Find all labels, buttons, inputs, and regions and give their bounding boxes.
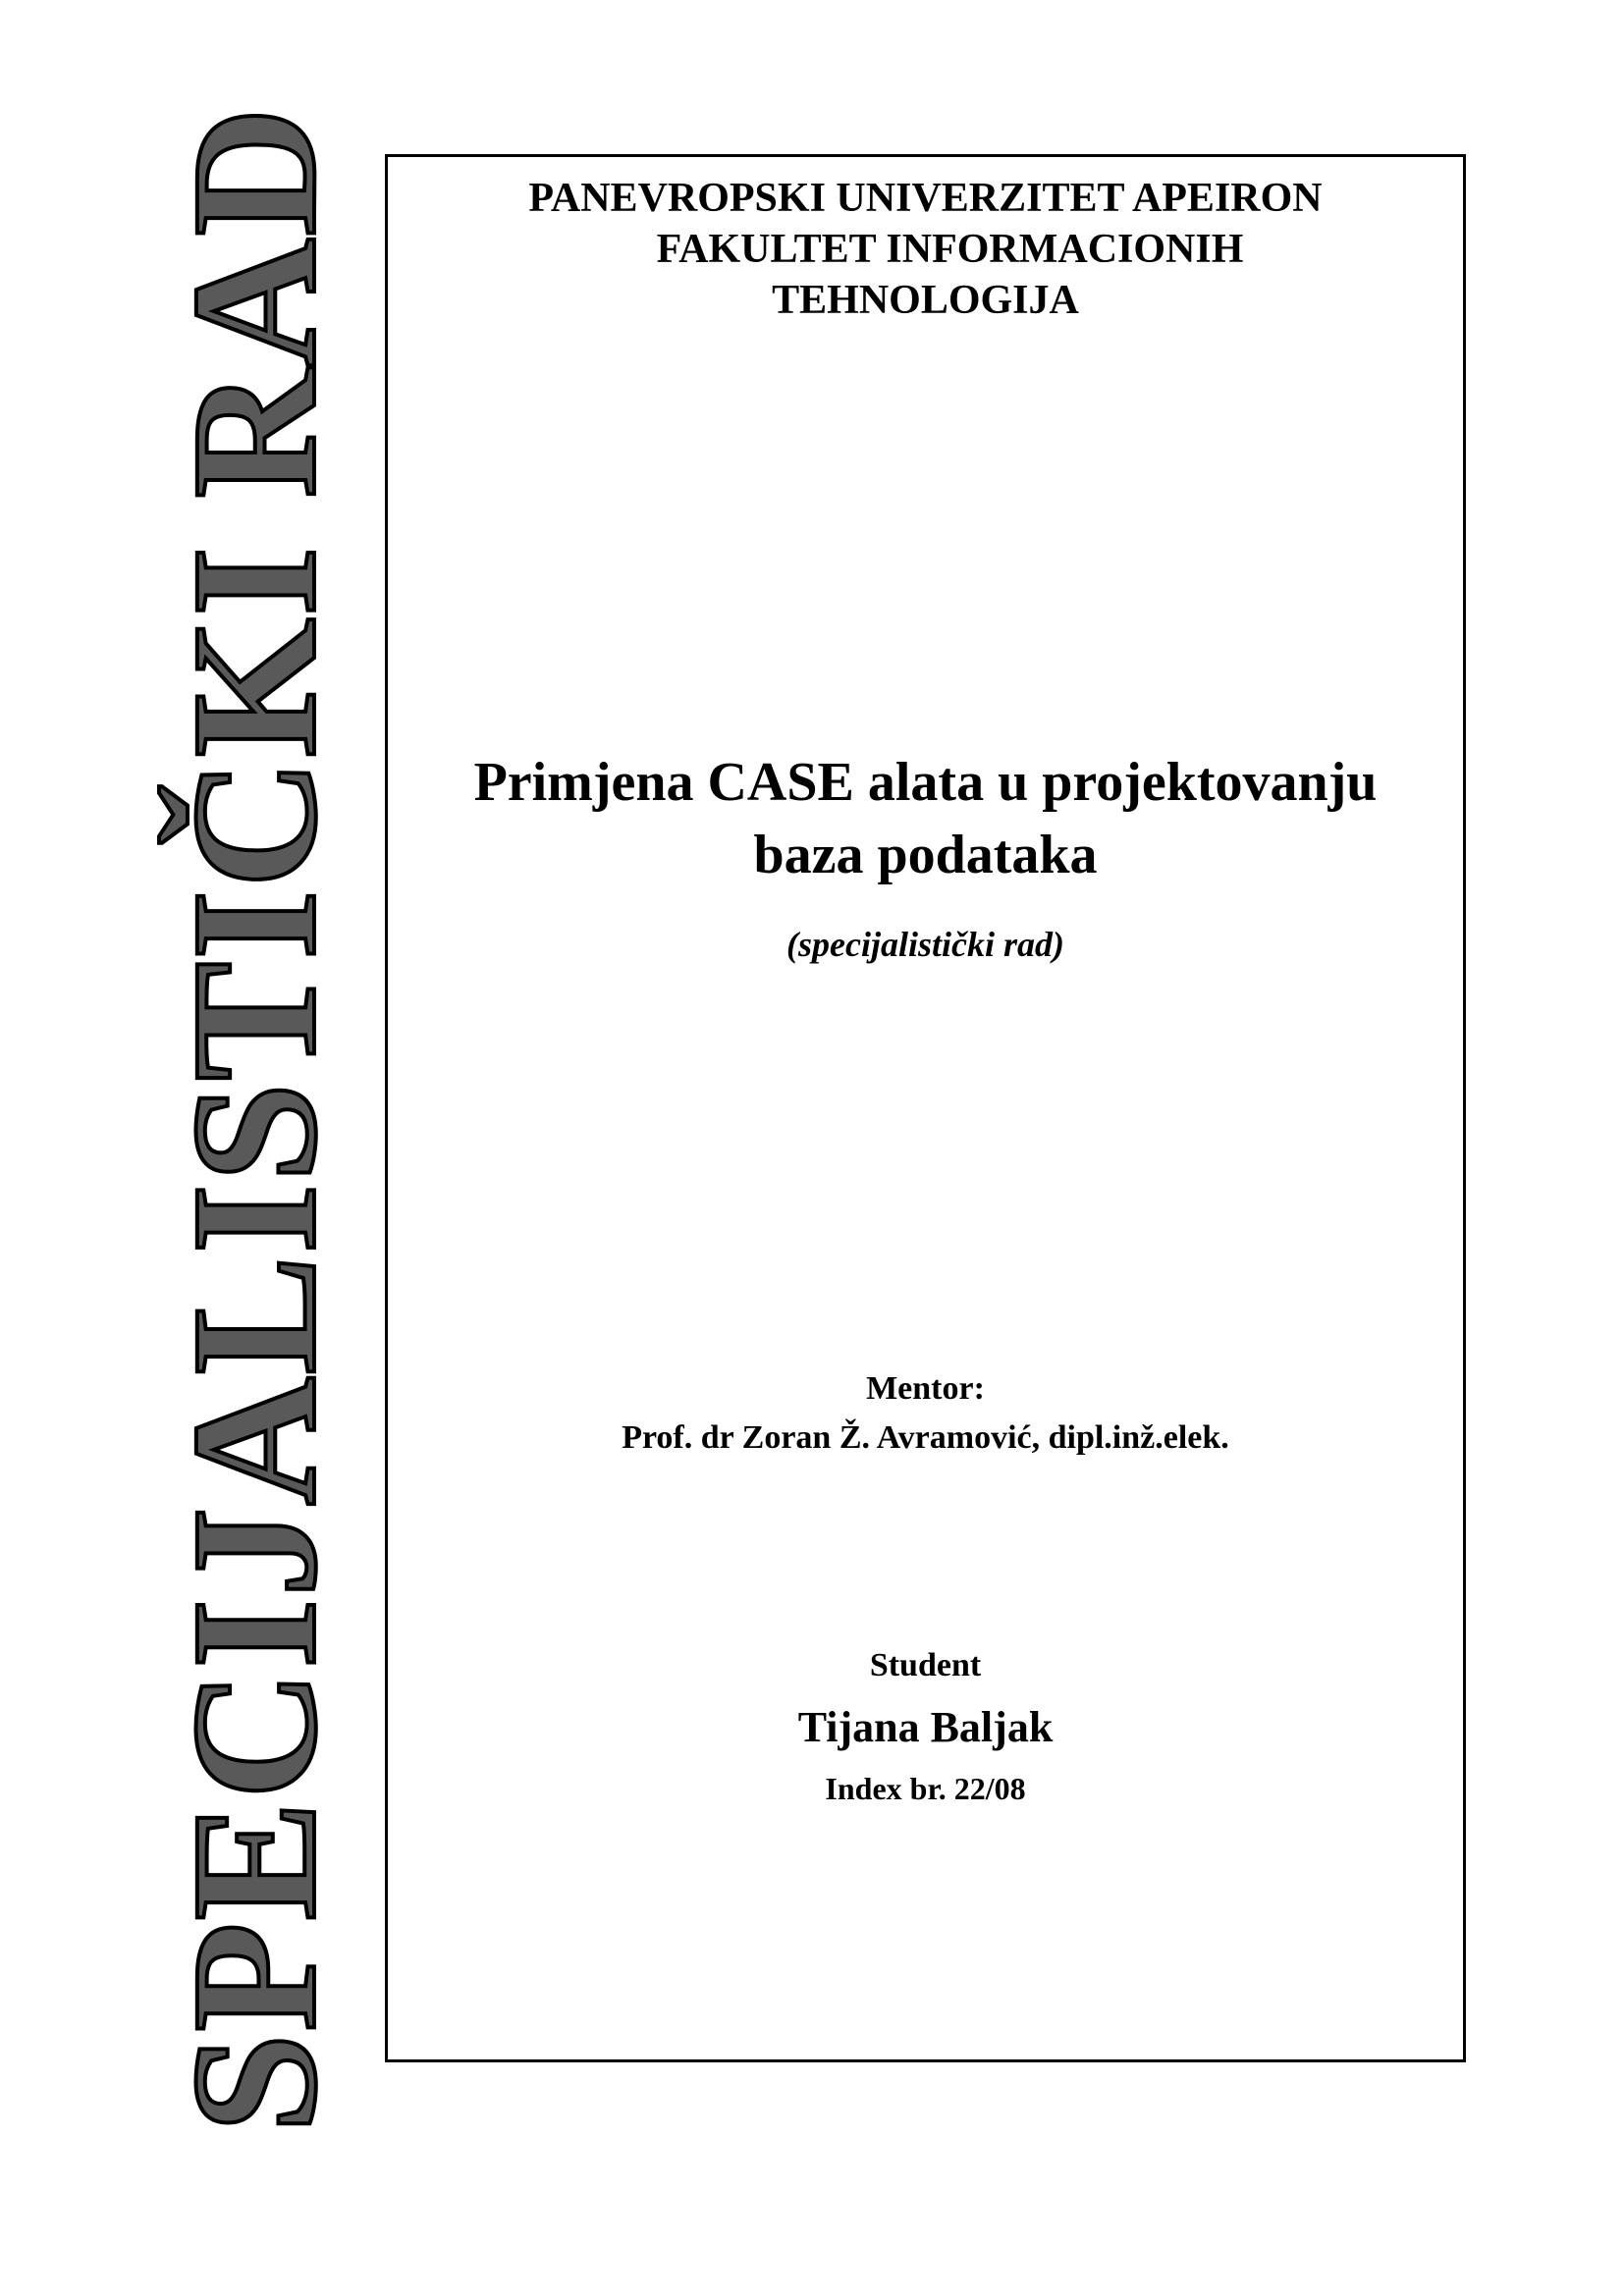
student-label: Student (869, 1647, 982, 1683)
thesis-title-block (388, 746, 1463, 966)
spine-title-text: SPECIJALISTIČKI RAD (156, 105, 353, 2133)
university-name: PANEVROPSKI UNIVERZITET APEIRON (528, 176, 1323, 221)
faculty-name-line-2: TEHNOLOGIJA (772, 278, 1079, 323)
student-index: Index br. 22/08 (825, 1771, 1026, 1806)
thesis-title-line-1: Primjena CASE alata u projektovanju (473, 752, 1378, 813)
mentor-block (388, 1364, 1463, 1463)
student-block (388, 1641, 1463, 1810)
thesis-type: (specijalistički rad) (786, 925, 1064, 964)
student-name: Tijana Baljak (797, 1703, 1054, 1751)
mentor-name: Prof. dr Zoran Ž. Avramović, dipl.inž.elek. (622, 1419, 1229, 1456)
thesis-title (388, 746, 1463, 891)
faculty-name-line-1: FAKULTET INFORMACIONIH (656, 227, 1244, 272)
mentor-label: Mentor: (866, 1370, 985, 1407)
university-header (388, 173, 1463, 326)
spine-title (147, 105, 363, 2133)
thesis-title-line-2: baza podataka (753, 825, 1098, 885)
cover-frame (385, 154, 1466, 2062)
